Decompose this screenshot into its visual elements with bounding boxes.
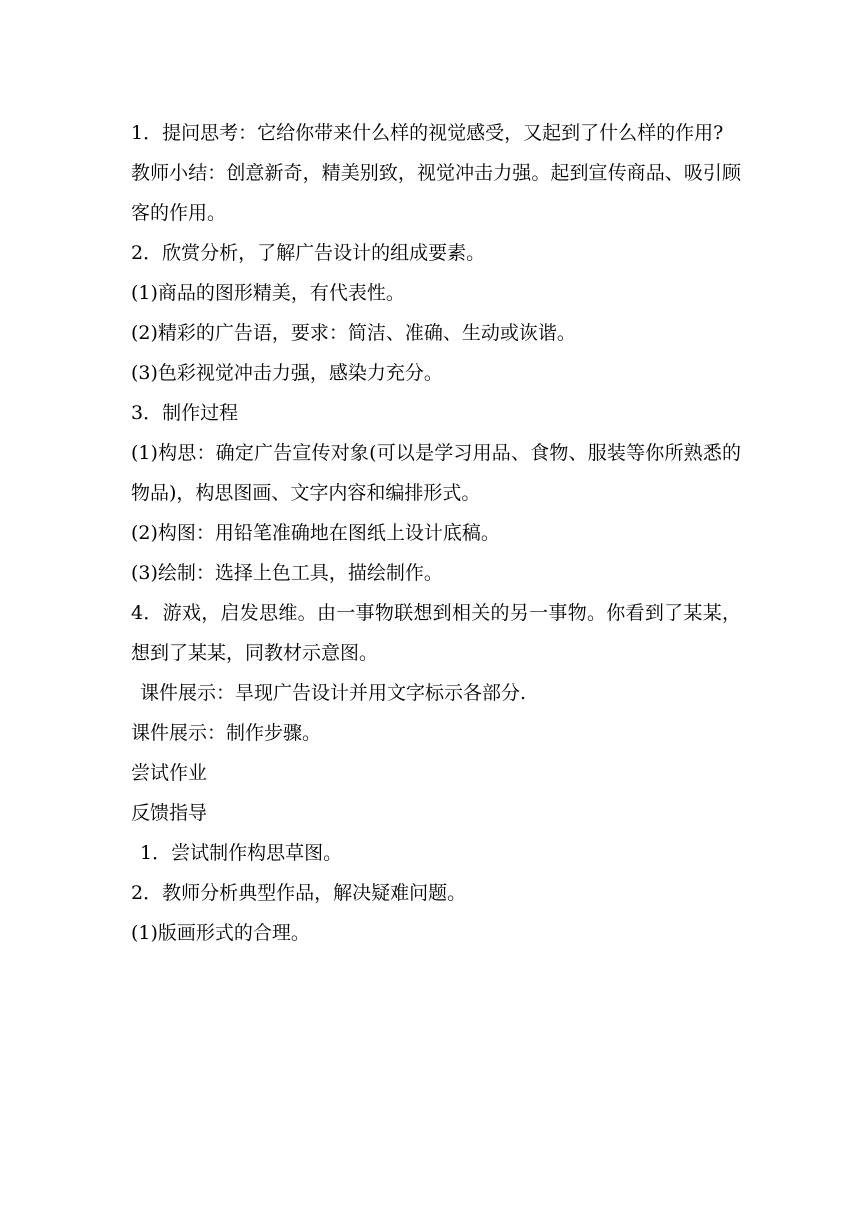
paragraph-3: 2．欣赏分析，了解广告设计的组成要素。: [131, 242, 486, 264]
paragraph-15: 反馈指导: [131, 802, 208, 824]
paragraph-6: (3)色彩视觉冲击力强，感染力充分。: [131, 362, 443, 384]
document-body: [131, 113, 741, 953]
paragraph-11: 4．游戏，启发思维。由一事物联想到相关的另一事物。你看到了某某，想到了某某，同教材示意图。: [131, 602, 741, 664]
paragraph-2: 教师小结：创意新奇，精美别致，视觉冲击力强。起到宣传商品、吸引顾客的作用。: [131, 162, 741, 224]
paragraph-4: (1)商品的图形精美，有代表性。: [131, 282, 405, 304]
paragraph-10: (3)绘制：选择上色工具，描绘制作。: [131, 562, 443, 584]
paragraph-7: 3．制作过程: [131, 402, 239, 424]
paragraph-13: 课件展示：制作步骤。: [131, 722, 322, 744]
paragraph-14: 尝试作业: [131, 762, 208, 784]
paragraph-9: (2)构图：用铅笔准确地在图纸上设计底稿。: [131, 522, 500, 544]
paragraph-12: 课件展示：旱现广告设计并用文字标示各部分.: [140, 682, 527, 704]
paragraph-5: (2)精彩的广告语，要求：简洁、准确、生动或诙谐。: [131, 322, 576, 344]
paragraph-17: 2．教师分析典型作品，解决疑难问题。: [131, 882, 467, 904]
paragraph-16: 1．尝试制作构思草图。: [140, 842, 343, 864]
paragraph-1: 1．提问思考：它给你带来什么样的视觉感受，又起到了什么样的作用?: [131, 122, 724, 144]
paragraph-8: (1)构思：确定广告宣传对象(可以是学习用品、食物、服装等你所熟悉的物品)，构思图画、文字内容和编排形式。: [131, 442, 741, 504]
paragraph-18: (1)版画形式的合理。: [131, 922, 310, 944]
